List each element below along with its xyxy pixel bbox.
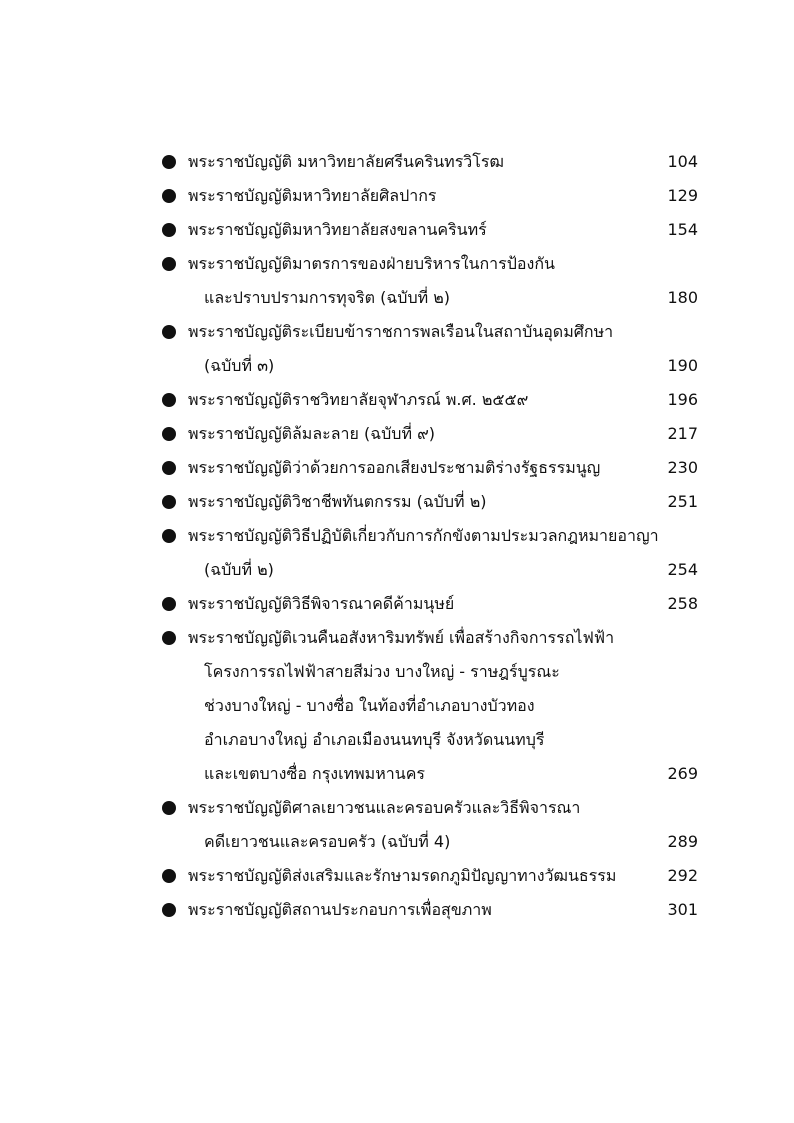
toc-page-number: 196	[667, 390, 698, 409]
toc-entry	[162, 179, 698, 213]
toc-entry-title: พระราชบัญญัติส่งเสริมและรักษามรดกภูมิปัญญาทางวัฒนธรรม	[188, 866, 617, 885]
toc-entry-line	[162, 179, 698, 213]
toc-page-number: 292	[667, 866, 698, 885]
toc-entry-title: พระราชบัญญัติว่าด้วยการออกเสียงประชามติร่างรัฐธรรมนูญ	[188, 458, 601, 477]
toc-entry	[162, 893, 698, 927]
toc-entry-title: พระราชบัญญัติวิธีปฏิบัติเกี่ยวกับการกักขังตามประมวลกฎหมายอาญา	[188, 526, 659, 545]
toc-page-number: 180	[667, 288, 698, 307]
toc-entry-title: (ฉบับที่ ๒)	[204, 560, 274, 579]
toc-entry-line	[162, 417, 698, 451]
toc-entry-line	[162, 825, 698, 859]
toc-page-number: 217	[667, 424, 698, 443]
toc-entry-line	[162, 485, 698, 519]
toc-entry-line	[162, 349, 698, 383]
toc-entry-title: อำเภอบางใหญ่ อำเภอเมืองนนทบุรี จังหวัดนนทบุรี	[204, 730, 545, 749]
toc-entry-title: พระราชบัญญัติวิชาชีพทันตกรรม (ฉบับที่ ๒)	[188, 492, 487, 511]
toc-entry	[162, 247, 698, 315]
toc-entry-title: พระราชบัญญัติล้มละลาย (ฉบับที่ ๙)	[188, 424, 436, 443]
toc-entry-title: พระราชบัญญัติมหาวิทยาลัยสงขลานครินทร์	[188, 220, 487, 239]
toc-entry-line	[162, 791, 698, 825]
toc-page-number: 104	[667, 152, 698, 171]
toc-page-number: 301	[667, 900, 698, 919]
toc-entry	[162, 621, 698, 791]
toc-entry-title: พระราชบัญญัติมาตรการของฝ่ายบริหารในการป้องกัน	[188, 254, 555, 273]
toc-entry-line	[162, 315, 698, 349]
toc-entry	[162, 383, 698, 417]
toc-entry-title: พระราชบัญญัติราชวิทยาลัยจุฬาภรณ์ พ.ศ. ๒๕๕๙	[188, 390, 529, 409]
toc-entry-line	[162, 655, 698, 689]
toc-entry-line	[162, 723, 698, 757]
toc-page-number: 251	[667, 492, 698, 511]
toc-entry-line	[162, 689, 698, 723]
toc-entry	[162, 485, 698, 519]
toc-entry-title: และเขตบางซื่อ กรุงเทพมหานคร	[204, 764, 425, 783]
toc-entry-title: คดีเยาวชนและครอบครัว (ฉบับที่ 4)	[204, 832, 451, 851]
toc-entry-line	[162, 757, 698, 791]
toc-entry	[162, 315, 698, 383]
toc-entry-line	[162, 621, 698, 655]
toc-entry-line	[162, 451, 698, 485]
toc-entry-line	[162, 247, 698, 281]
toc-entry-line	[162, 145, 698, 179]
toc-entry-line	[162, 213, 698, 247]
toc-entry-title: โครงการรถไฟฟ้าสายสีม่วง บางใหญ่ - ราษฎร์บูรณะ	[204, 662, 560, 681]
toc-page-number: 129	[667, 186, 698, 205]
toc-entry-title: ช่วงบางใหญ่ - บางซื่อ ในท้องที่อำเภอบางบัวทอง	[204, 696, 535, 715]
toc-page-number: 230	[667, 458, 698, 477]
toc-entry-line	[162, 587, 698, 621]
toc-page-number: 289	[667, 832, 698, 851]
toc-entry	[162, 145, 698, 179]
toc-entry	[162, 519, 698, 587]
toc-entry-line	[162, 383, 698, 417]
toc-entry-line	[162, 859, 698, 893]
toc-page-number: 154	[667, 220, 698, 239]
toc-entry-title: พระราชบัญญัติเวนคืนอสังหาริมทรัพย์ เพื่อสร้างกิจการรถไฟฟ้า	[188, 628, 615, 647]
toc-entry	[162, 791, 698, 859]
toc-entry	[162, 587, 698, 621]
toc-entry-title: พระราชบัญญัติ มหาวิทยาลัยศรีนครินทรวิโรฒ	[188, 152, 504, 171]
toc-entry-line	[162, 893, 698, 927]
toc-page-number: 190	[667, 356, 698, 375]
toc-entry-title: พระราชบัญญัติสถานประกอบการเพื่อสุขภาพ	[188, 900, 492, 919]
table-of-contents	[162, 145, 698, 927]
toc-entry-line	[162, 519, 698, 553]
toc-entry-title: (ฉบับที่ ๓)	[204, 356, 275, 375]
toc-entry-line	[162, 553, 698, 587]
toc-entry	[162, 859, 698, 893]
toc-entry	[162, 213, 698, 247]
toc-entry-title: พระราชบัญญัติมหาวิทยาลัยศิลปากร	[188, 186, 437, 205]
toc-entry-line	[162, 281, 698, 315]
toc-page-number: 258	[667, 594, 698, 613]
toc-entry	[162, 417, 698, 451]
toc-entry-title: พระราชบัญญัติระเบียบข้าราชการพลเรือนในสถาบันอุดมศึกษา	[188, 322, 614, 341]
toc-entry-title: พระราชบัญญัติศาลเยาวชนและครอบครัวและวิธีพิจารณา	[188, 798, 581, 817]
toc-entry	[162, 451, 698, 485]
toc-entry-title: พระราชบัญญัติวิธีพิจารณาคดีค้ามนุษย์	[188, 594, 455, 613]
toc-page-number: 269	[667, 764, 698, 783]
toc-page-number: 254	[667, 560, 698, 579]
toc-entry-title: และปราบปรามการทุจริต (ฉบับที่ ๒)	[204, 288, 451, 307]
